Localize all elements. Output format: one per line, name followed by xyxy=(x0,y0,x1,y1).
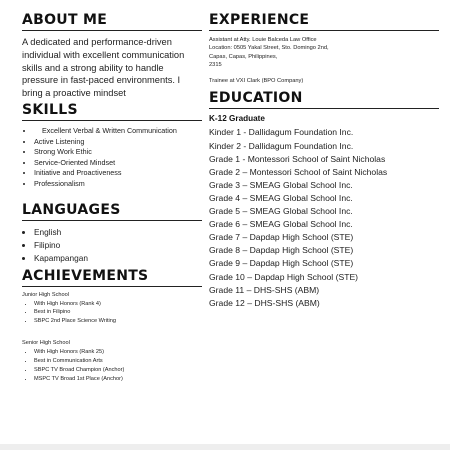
language-item: • Filipino xyxy=(34,239,202,252)
achievement-item: • MSPC TV Broad 1st Place (Anchor) xyxy=(34,375,144,384)
achievement-item: • SBPC TV Broad Champion (Anchor) xyxy=(34,366,144,375)
achievement-item: • SBPC 2nd Place Science Writing xyxy=(34,317,202,326)
education-divider xyxy=(209,108,439,109)
languages-heading: LANGUAGES xyxy=(22,201,121,218)
achievements-divider xyxy=(22,286,202,287)
education-item: Grade 7 – Dapdap High School (STE) xyxy=(209,232,354,243)
junior-achievements-list xyxy=(22,300,202,327)
about-heading: ABOUT ME xyxy=(22,12,108,28)
skill-item: • Excellent Verbal & Written Communication xyxy=(34,126,202,137)
skill-item: • Professionalism xyxy=(34,179,202,190)
experience-heading: EXPERIENCE xyxy=(209,12,310,28)
skills-list xyxy=(22,126,202,190)
page-bottom-edge xyxy=(0,444,450,450)
about-section xyxy=(22,12,202,100)
languages-section xyxy=(22,202,202,265)
about-divider xyxy=(22,30,202,31)
languages-list xyxy=(22,226,202,265)
achievement-item: • Best in Filipino xyxy=(34,308,202,317)
education-item: Grade 10 – Dapdap High School (STE) xyxy=(209,271,359,282)
education-heading: EDUCATION xyxy=(209,90,303,107)
senior-achievements-list xyxy=(22,348,144,384)
education-item: Grade 8 – Dapdap High School (STE) xyxy=(209,245,354,256)
junior-high-label: Junior High School xyxy=(22,291,69,298)
languages-divider xyxy=(22,220,202,221)
experience-line: Location: 0505 Yakal Street, Sto. Domingo 2nd, xyxy=(209,45,329,52)
education-item: Kinder 1 - Dallidagum Foundation Inc. xyxy=(209,127,354,138)
experience-trainee: Trainee at VXI Clark (BPO Company) xyxy=(209,78,304,85)
education-level: K-12 Graduate xyxy=(209,114,265,124)
education-item: Grade 4 – SMEAG Global School Inc. xyxy=(209,192,353,203)
education-item: Grade 9 – Dapdap High School (STE) xyxy=(209,258,354,269)
skills-section xyxy=(22,102,202,190)
achievements-section xyxy=(22,268,202,384)
education-item: Grade 1 - Montessori School of Saint Nicholas xyxy=(209,153,386,164)
skill-item: • Strong Work Ethic xyxy=(34,147,202,158)
achievement-item: • With High Honors (Rank 4) xyxy=(34,300,202,309)
achievement-item: • With High Honors (Rank 25) xyxy=(34,348,144,357)
education-list xyxy=(209,126,439,309)
education-item: Grade 3 – SMEAG Global School Inc. xyxy=(209,179,353,190)
skill-item: • Service-Oriented Mindset xyxy=(34,158,202,169)
senior-high-label: Senior High School xyxy=(22,340,70,347)
skills-heading: SKILLS xyxy=(22,101,78,118)
experience-line: 2315 xyxy=(209,61,222,68)
skill-item: • Active Listening xyxy=(34,137,202,148)
left-column xyxy=(22,12,202,384)
skills-divider xyxy=(22,120,202,121)
achievements-heading: ACHIEVEMENTS xyxy=(22,267,149,284)
skill-item: • Initiative and Proactiveness xyxy=(34,168,202,179)
education-item: Grade 5 – SMEAG Global School Inc. xyxy=(209,206,353,217)
achievement-item: • Best in Communication Arts xyxy=(34,357,144,366)
education-item: Grade 6 – SMEAG Global School Inc. xyxy=(209,219,353,230)
education-item: Kinder 2 - Dallidagum Foundation Inc. xyxy=(209,140,354,151)
education-item: Grade 2 – Montessori School of Saint Nicholas xyxy=(209,166,388,177)
education-item: Grade 11 – DHS-SHS (ABM) xyxy=(209,284,320,295)
experience-line: Capas, Capas, Philippines, xyxy=(209,53,278,60)
experience-line: Assistant at Atty. Louie Balceda Law Office xyxy=(209,37,317,43)
experience-section xyxy=(209,12,439,85)
education-item: Grade 12 – DHS-SHS (ABM) xyxy=(209,297,320,308)
language-item: • Kapampangan xyxy=(34,252,202,265)
about-text: A dedicated and performance-driven individual with excellent communication skills and a strong ability to handle pressure in fast-paced environments. I bring a proactive mindset xyxy=(22,37,185,99)
experience-divider xyxy=(209,30,439,31)
language-item: • English xyxy=(34,226,202,239)
right-column xyxy=(209,12,439,310)
education-section xyxy=(209,90,439,309)
